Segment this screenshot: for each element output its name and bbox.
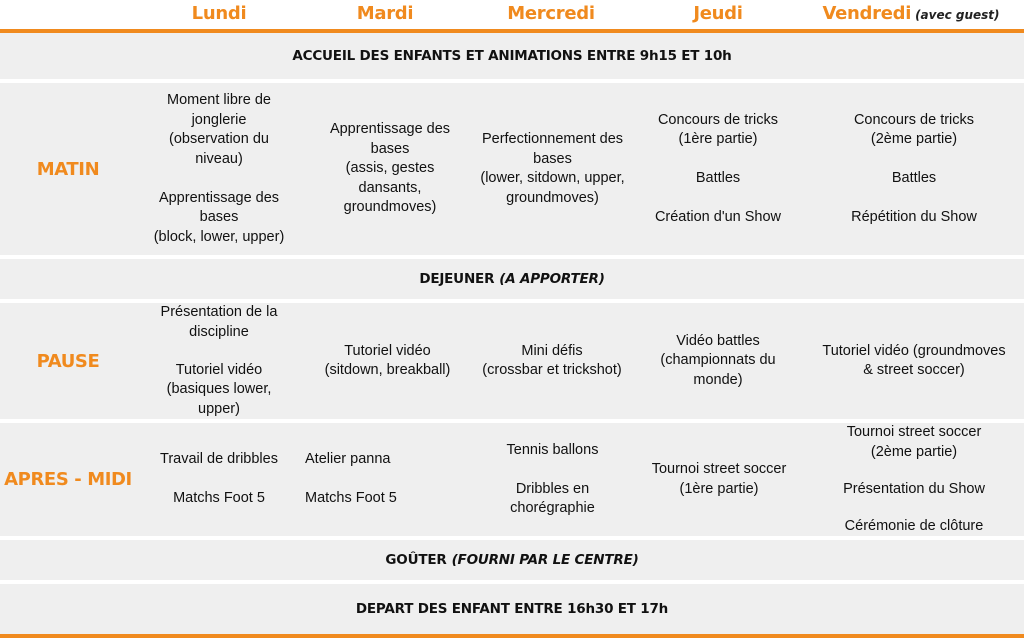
row-matin [0,83,1024,255]
cell-line: groundmoves) [343,199,437,216]
period-matin: MATIN [36,158,100,180]
banner-gouter-text: GOÛTER [385,552,447,568]
cell-line: Moment libre de [167,92,271,108]
cell-pause-lundi [144,303,294,419]
cell-line: bases [533,150,572,167]
cell-line: groundmoves) [506,189,599,206]
cell-line: Concours de tricks [853,111,975,128]
cell-line: Tournoi street soccer [846,424,982,440]
cell-line: (sitdown, breakball) [324,362,451,378]
cell-line: Tennis ballons [506,441,599,458]
banner-gouter [0,540,1024,580]
cell-apresmidi-mardi [305,423,465,536]
cell-line: Tutoriel vidéo [175,361,263,378]
day-vendredi-wrap [806,0,1016,28]
day-header [0,0,1024,30]
cell-apresmidi-vendredi [808,423,1020,536]
day-mercredi: Mercredi [507,3,595,24]
period-apresmidi: APRES - MIDI [4,469,132,490]
cell-line: Travail de dribbles [160,451,278,468]
cell-line: Atelier panna [305,451,391,468]
cell-line: jonglerie [191,111,247,128]
cell-line: (1ère partie) [679,480,759,497]
cell-line: Apprentissage des [158,189,280,206]
cell-apresmidi-mercredi [470,423,635,536]
cell-matin-vendredi [808,83,1020,255]
cell-line: (2ème partie) [870,443,958,460]
cell-pause-jeudi [638,303,798,419]
cell-matin-mercredi [470,83,635,255]
day-lundi: Lundi [191,3,247,24]
cell-line: Apprentissage des [329,121,451,138]
cell-line: Dribbles en [515,480,590,497]
cell-line: Battles [891,170,937,186]
cell-line: (assis, gestes [345,160,435,177]
cell-line: (championnats du [660,352,776,369]
day-vendredi: Vendredi [822,3,912,24]
cell-line: monde) [693,371,743,388]
cell-line: Création d'un Show [654,209,782,225]
cell-line: (block, lower, upper) [153,228,285,245]
cell-apresmidi-jeudi [638,423,800,536]
cell-line: Présentation de la [160,304,278,320]
cell-line: Matchs Foot 5 [173,490,265,507]
cell-line: discipline [189,323,249,340]
cell-line: Tournoi street soccer [651,461,787,477]
cell-line: Répétition du Show [851,209,977,225]
banner-accueil [0,33,1024,79]
cell-pause-mercredi [468,303,636,419]
cell-line: Battles [695,170,741,186]
cell-line: Présentation du Show [843,480,985,497]
cell-pause-mardi [305,303,470,419]
cell-line: Tutoriel vidéo (groundmoves [822,342,1006,359]
cell-line: (observation du [169,131,269,147]
row-apresmidi [0,423,1024,536]
cell-line: Mini défis [521,342,583,359]
cell-line: chorégraphie [510,500,595,516]
banner-dejeuner-text: DEJEUNER [419,271,495,287]
banner-depart-text: DEPART DES ENFANT ENTRE 16h30 ET 17h [355,601,669,617]
banner-gouter-note: (FOURNI PAR LE CENTRE) [451,552,639,568]
cell-pause-vendredi [806,303,1022,419]
banner-dejeuner [0,259,1024,299]
cell-line: Perfectionnement des [481,131,624,147]
cell-line: Cérémonie de clôture [844,517,984,534]
banner-dejeuner-note: (A APPORTER) [499,271,605,287]
banner-depart [0,584,1024,634]
cell-line: dansants, [358,179,422,196]
cell-line: (1ère partie) [678,131,758,147]
cell-line: (lower, sitdown, upper, [480,170,625,186]
cell-apresmidi-lundi [144,423,294,536]
day-mardi: Mardi [356,3,414,24]
cell-line: & street soccer) [863,362,965,378]
cell-line: bases [199,209,239,225]
cell-matin-jeudi [638,83,798,255]
cell-matin-mardi [310,83,470,255]
cell-matin-lundi [144,83,294,255]
cell-line: Concours de tricks [657,111,779,128]
vendredi-guest-note: (avec guest) [915,8,1000,22]
period-pause: PAUSE [36,350,100,372]
cell-line: Matchs Foot 5 [305,490,397,507]
cell-line: bases [370,140,410,157]
bottom-accent-line [0,634,1024,638]
day-jeudi: Jeudi [693,3,743,24]
cell-line: Tutoriel vidéo [344,342,431,359]
cell-line: (crossbar et trickshot) [482,362,622,378]
cell-line: (basiques lower, [166,381,272,397]
cell-line: niveau) [195,150,243,167]
cell-line: upper) [198,400,240,417]
banner-accueil-text: ACCUEIL DES ENFANTS ET ANIMATIONS ENTRE 9h15 ET 10h [292,48,732,64]
cell-line: Vidéo battles [676,332,760,349]
row-pause [0,303,1024,419]
cell-line: (2ème partie) [870,131,958,147]
